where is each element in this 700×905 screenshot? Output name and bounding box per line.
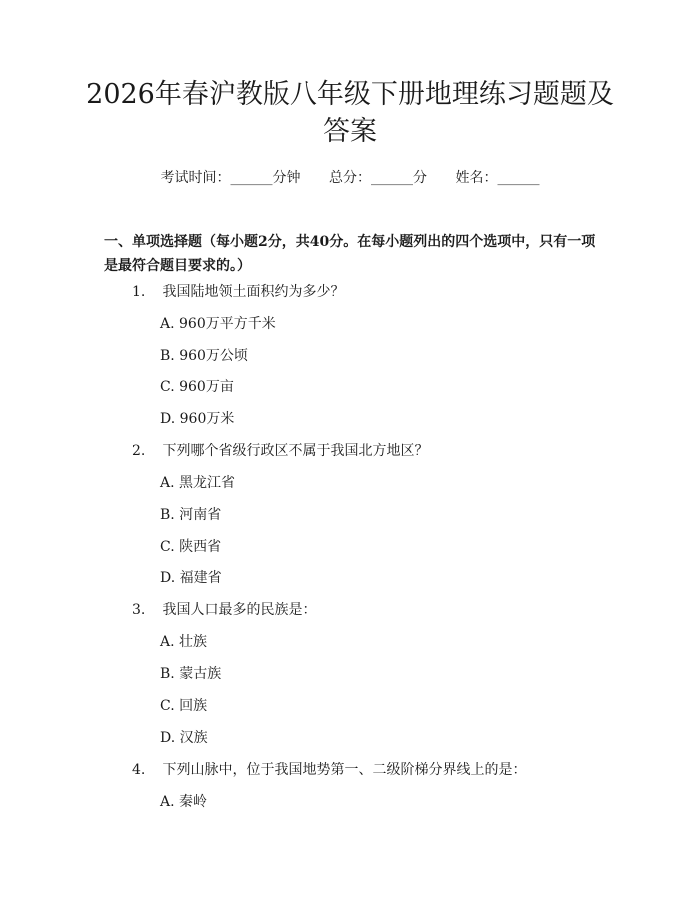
question-2-option-d: D. 福建省 [160, 570, 222, 586]
question-4-option-a: A. 秦岭 [160, 794, 208, 810]
question-text: 下列哪个省级行政区不属于我国北方地区？ [162, 443, 429, 459]
question-3 [132, 600, 316, 620]
question-4 [132, 760, 526, 780]
question-3-option-d: D. 汉族 [160, 730, 208, 746]
question-3-option-c: C. 回族 [160, 698, 208, 714]
exam-time-field: 考试时间：______分钟 [160, 170, 301, 186]
question-1-option-c: C. 960万亩 [160, 379, 234, 395]
document-title: 2026年春沪教版八年级下册地理练习题题及答案 [86, 79, 614, 147]
question-1 [132, 282, 344, 302]
question-number: 3. [132, 602, 146, 618]
question-1-option-b: B. 960万公顷 [160, 348, 248, 364]
question-2-option-c: C. 陕西省 [160, 539, 222, 555]
student-name-field: 姓名：______ [455, 170, 540, 186]
question-2-option-b: B. 河南省 [160, 507, 222, 523]
question-1-option-a: A. 960万平方千米 [160, 316, 276, 332]
exam-info [0, 168, 700, 188]
question-3-option-a: A. 壮族 [160, 634, 208, 650]
total-score-field: 总分：______分 [329, 170, 427, 186]
question-1-option-d: D. 960万米 [160, 411, 235, 427]
question-number: 1. [132, 284, 146, 300]
question-2-option-a: A. 黑龙江省 [160, 475, 236, 491]
question-text: 我国陆地领土面积约为多少？ [162, 284, 345, 300]
question-number: 2. [132, 443, 146, 459]
question-text: 我国人口最多的民族是： [162, 602, 317, 618]
question-number: 4. [132, 762, 146, 778]
question-text: 下列山脉中，位于我国地势第一、二级阶梯分界线上的是： [162, 762, 527, 778]
question-3-option-b: B. 蒙古族 [160, 666, 222, 682]
question-2 [132, 441, 428, 461]
section-heading: 一、单项选择题（每小题2分，共40分。在每小题列出的四个选项中，只有一项是最符合题目要求的。） [104, 234, 596, 274]
